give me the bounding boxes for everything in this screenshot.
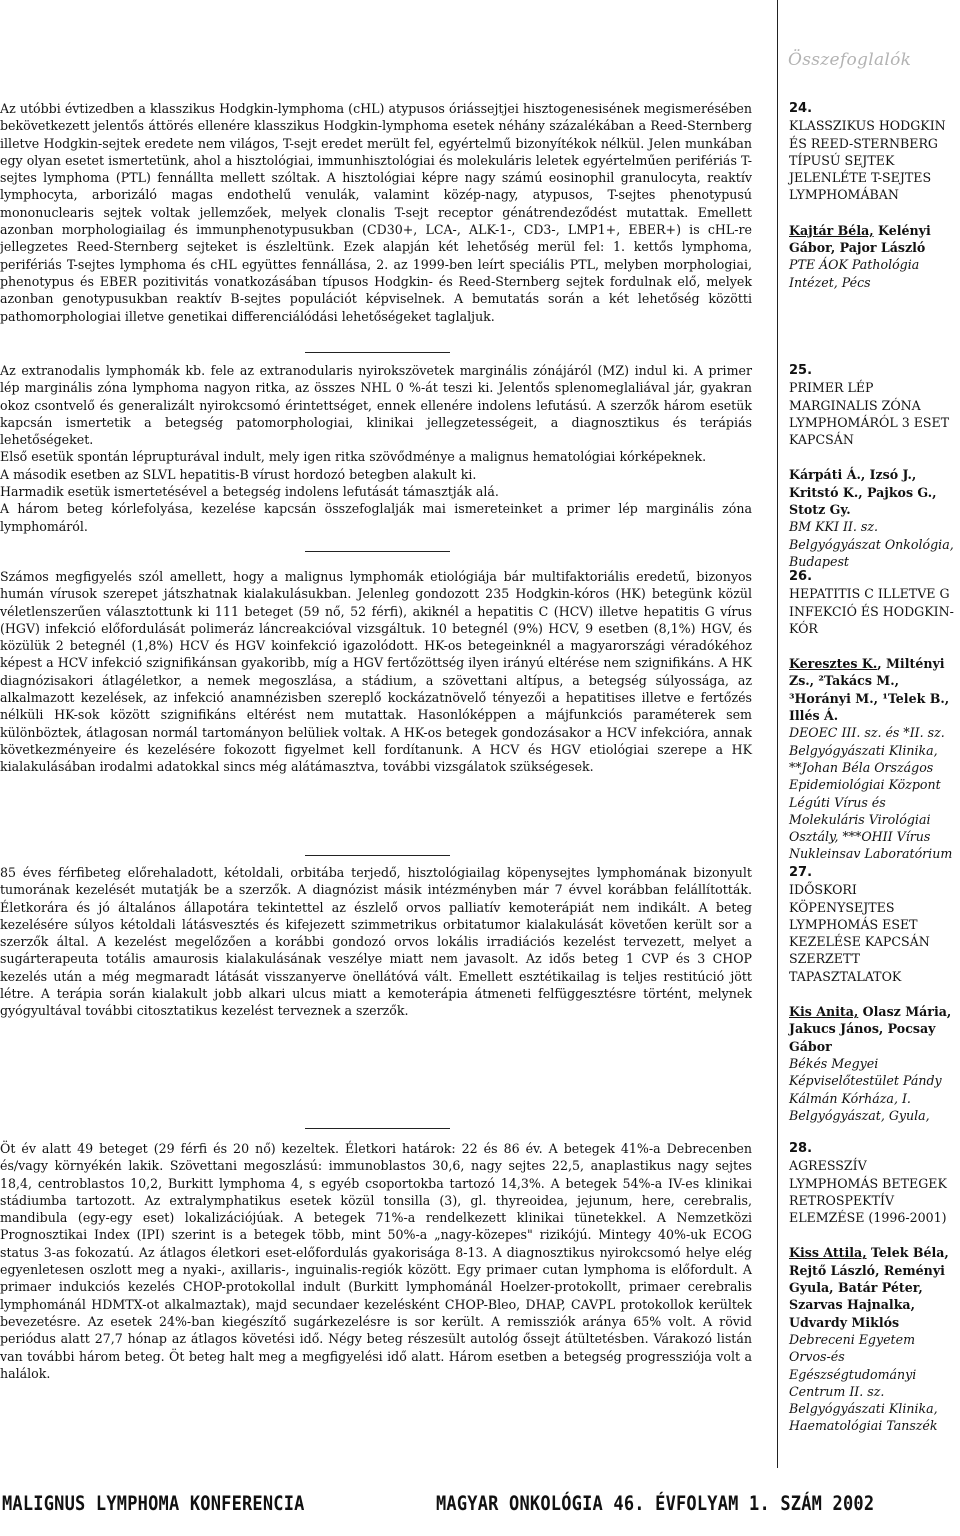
abstract-title: KLASSZIKUS HODGKIN ÉS REED-STERNBERG TÍPUSÚ SEJTEK JELENLÉTE T-SEJTES LYMPHOMÁBAN <box>789 118 946 203</box>
abstract-paragraph: Az utóbbi évtizedben a klasszikus Hodgkin-lymphoma (cHL) atypusos óriássejtjei hisztogenesisének megismerésében bekövetkezett jelentős áttörés ellenére klasszikus Hodgkin-lymphoma esetek néhány százalékában a Reed-Sternberg illetve Hodgkin-sejtek eredete nem világos, T-sejt eredet merült fel, egyértelmű bizonyítékok nélkül. Jelen munkában egy olyan esetet ismertetünk, ahol a hisztológiai, immunhisztológiai és molekuláris leletek egyértelműen perifériás T-sejtes lymphoma (PTL) fennállta mellett szóltak. A hisztológiai képre nagy számú eosinophil granulocyta, reaktív lymphocyta, arborizáló magas endothelű venulák, valamint közép-nagy, atypusos, T-sejtes phenotypusú mononuclearis sejtek voltak jellemzőek, melyek clonalis T-sejt receptor génátrendeződést mutattak. Emellett azonban morphologiailag és immunphenotypusukban (CD30+, LCA-, ALK-1-, CD3-, LMP1+, EBER+) is cHL-re jellegzetes Reed-Sternberg sejteket is észleltünk. Ezek alapján két lehetőség merül fel: 1. kettős lymphoma, perifériás T-sejtes lymphoma és cHL együttes fennállása, 2. az 1999-ben leírt speciális PTL, melyben morphologiai, phenotypus és EBER pozitivitás vonatkozásában típusos Hodgkin- és Reed-Sternberg sejtek fordulnak elő, melyek azonban genotypusukban reaktív B-sejtes populációt képviselnek. A bemutatás során a két lehetőség közötti pathomorphologiai illetve genetikai differenciálódási lehetőségeket taglaljuk. <box>0 101 752 324</box>
abstract-authors <box>789 466 959 518</box>
abstract-affiliation: BM KKI II. sz. Belgyógyászat Onkológia, Budapest <box>789 519 954 569</box>
abstract-title: AGRESSZÍV LYMPHOMÁS BETEGEK RETROSPEKTÍV ELEMZÉSE (1996-2001) <box>789 1158 947 1226</box>
abstract-sidebar <box>789 864 959 1124</box>
presenting-author: Keresztes K. <box>789 656 878 672</box>
abstract-body <box>0 100 752 325</box>
abstract-authors <box>789 1003 959 1055</box>
abstract-paragraph: Az extranodalis lymphomák kb. fele az extranodularis nyirokszövetek marginális zónájáról (MZ) indul ki. A primer lép marginális zóna lymphoma nagyon ritka, az összes NHL 0 %-át teszi ki. Jelentős splenomeglaliával jár, gyakran okoz csontvelő és generalizált nyirokcsomó érintettséget, ennek ellenére indolens lefutású. A szerzők három esetük kapcsán ismertetik a betegség patomorphologiai, klinikai jellegzetességeit, a diagnosztikus és terápiás lehetőségeket. <box>0 363 752 448</box>
abstract-number: 24. <box>789 101 813 116</box>
co-authors: Kelényi Gábor, Pajor László <box>789 222 931 256</box>
abstract-sidebar <box>789 568 959 863</box>
abstract-body <box>0 568 752 776</box>
abstract-sidebar <box>789 1140 959 1435</box>
footer-conference-name: MALIGNUS LYMPHOMA KONFERENCIA <box>2 1492 305 1516</box>
abstract-authors <box>789 655 959 724</box>
section-title: Összefoglalók <box>788 50 912 70</box>
abstract-affiliation: PTE ÁOK Pathológia Intézet, Pécs <box>789 257 920 290</box>
abstract-sidebar <box>789 362 959 570</box>
abstract-body <box>0 362 752 535</box>
abstract-number: 25. <box>789 363 813 378</box>
section-divider <box>305 855 450 856</box>
footer-journal-issue: MAGYAR ONKOLÓGIA 46. ÉVFOLYAM 1. SZÁM 2002 <box>436 1492 875 1516</box>
abstract-title: PRIMER LÉP MARGINALIS ZÓNA LYMPHOMÁRÓL 3 ESET KAPCSÁN <box>789 380 950 448</box>
presenting-author: Kajtár Béla, <box>789 222 874 238</box>
abstract-affiliation: DEOEC III. sz. és *II. sz. Belgyógyászati Klinika, **Johan Béla Országos Epidemiológiai Központ Légúti Vírus és Molekuláris Virológiai Osztály, ***OHII Vírus Nukleinsav Laboratórium <box>789 725 953 862</box>
co-authors: Olasz Mária, Jakucs János, Pocsay Gábor <box>789 1004 952 1054</box>
abstract-paragraph: A három beteg kórlefolyása, kezelése kapcsán összefoglalják mai ismereteinket a primer lép marginális zóna lymphomáról. <box>0 501 752 534</box>
abstract-paragraph: Számos megfigyelés szól amellett, hogy a malignus lymphomák etiológiája bár multifaktoriális eredetű, bizonyos humán vírusok szerepet játszhatnak kialakulásukban. Jelenleg gondozott 235 Hodgkin-kóros (HK) betegünk közül véletlenszerűen választottunk ki 111 beteget (59 nő, 52 férfi), akiknél a hepatitis C (HCV) illetve hepatitis G vírus (HGV) infekció előfordulását polimeráz láncreakcióval vizsgáltuk. 10 betegnél (9%) HCV, 9 esetben (8,1%) HGV, és közülük 2 betegnél (1,8%) HCV és HGV koinfekció igazolódott. HK-os betegeinknél a magyarországi véradókéhoz képest a HCV infekció szignifikánsan gyakoribb, míg a HGV fertőzöttség ilyen irányú eltérése nem szignifikáns. A HK diagnózisakori átlagéletkor, a nemek megoszlása, a stádium, a szövettani altípus, a betegség súlyossága, az alkalmazott kezelések, az infekció anamnézisben szereplő kockázatnövelő tényezői a hepatitises illetve e fertőzés nélküli HK-sok között szignifikáns eltérést nem mutattak. Hasonlóképpen a májfunkciós paraméterek sem különböztek, átlagosan normál tartományon belüliek voltak. A HK-os betegek gondozásakor a HCV infekcióra, annak következményeire és kezelésére fokozott figyelmet kell fordítanunk. A HCV és HGV etiológiai szerepe a HK kialakulásában irodalmi adatokkal sincs még alátámasztva, további vizsgálatok szükségesek. <box>0 569 752 775</box>
abstract-title: HEPATITIS C ILLETVE G INFEKCIÓ ÉS HODGKIN-KÓR <box>789 586 954 636</box>
abstract-sidebar <box>789 100 959 291</box>
abstract-paragraph: Harmadik esetük ismertetésével a betegség indolens lefutását támasztják alá. <box>0 484 499 500</box>
abstract-body <box>0 864 752 1020</box>
abstract-paragraph: Első esetük spontán léprupturával indult, mely igen ritka szövődménye a malignus hematológiai kórképeknek. <box>0 449 707 465</box>
abstract-affiliation: Debreceni Egyetem Orvos-és Egészségtudományi Centrum II. sz. Belgyógyászati Klinika, Haematológiai Tanszék <box>789 1331 938 1434</box>
abstract-paragraph: 85 éves férfibeteg előrehaladott, kétoldali, orbitába terjedő, hisztológiailag köpenysejtes lymphomának bizonyult tumorának kezelését mutatják be a szerzők. A diagnózist másik intézményben már 7 évvel korábban felállították. Életkorára és jó általános állapotára tekintettel az észlelő orvos palliatív kemoterápiát nem indikált. A beteg kezelésére súlyos kétoldali látásvesztés és kifejezett szimmetrikus orbitatumor kialakulását követően került sor a szerzők által. A kezelést megelőzően a korábbi gondozó orvos lokális irradiációs kezelést tervezett, melyet a sugárterapeuta totális amaurosis kialakulásának veszélye miatt nem javasolt. Az idős beteg 1 CVP és 3 CHOP kezelés után a még megmaradt látását visszanyerve önellátóvá vált. Emellett esztétikailag is teljes restitúció jött létre. A terápia során kialakult jobb alkari ulcus miatt a kemoterápia átmeneti felfüggesztésre történt, melynek gyógyultával további citosztatikus kezelést terveznek a szerzők. <box>0 865 752 1019</box>
abstract-number: 28. <box>789 1141 813 1156</box>
presenting-author: Kiss Attila, <box>789 1245 867 1261</box>
section-divider <box>305 352 450 353</box>
column-divider-rule <box>777 0 778 1468</box>
abstract-title: IDŐSKORI KÖPENYSEJTES LYMPHOMÁS ESET KEZELÉSE KAPCSÁN SZERZETT TAPASZTALATOK <box>789 882 930 984</box>
co-authors: , Miltényi Zs., ²Takács M., ³Horányi M., ¹Telek B., Illés Á. <box>789 656 950 724</box>
abstract-number: 27. <box>789 865 813 880</box>
abstract-authors <box>789 1244 959 1330</box>
co-authors: Kárpáti Á., Izsó J., Kritstó K., Pajkos G., Stotz Gy. <box>789 467 937 518</box>
abstract-affiliation: Békés Megyei Képviselőtestület Pándy Kálmán Kórháza, I. Belgyógyászat, Gyula, <box>789 1055 942 1123</box>
presenting-author: Kis Anita, <box>789 1004 859 1020</box>
abstract-paragraph: A második esetben az SLVL hepatitis-B vírust hordozó betegben alakult ki. <box>0 466 477 482</box>
abstract-authors <box>789 222 959 257</box>
abstract-number: 26. <box>789 569 813 584</box>
section-divider <box>305 551 450 552</box>
section-divider <box>305 1128 450 1129</box>
abstract-paragraph: Öt év alatt 49 beteget (29 férfi és 20 nő) kezeltek. Életkori határok: 22 és 86 év. A betegek 41%-a Debrecenben és/vagy környékén lakik. Szövettani megoszlású: immunoblastos 30,6, nagy sejtes 22,5, anaplastikus nagy sejtes 18,4, centroblastos 10,2, Burkitt lymphoma 4, s egyéb csoportokba tartozó 14,3%. A betegek 54%-a IV-es klinikai stádiumba tartozott. Az extralymphatikus esetek közül tonsilla (3), gl. thyreoidea, jejunum, here, cerebralis, mandibula (egy-egy eset) lokalizációjúak. A betegek 71%-a rendelkezett klinikai tünetekkel. A Nemzetközi Prognosztikai Index (IPI) szerint is a betegek több, mint 50%-a „nagy-közepes" rizikójú. Mintegy 40%-uk ECOG status 3-as fokozatú. Az átlagos életkori eset-előfordulás gyakorisága 8-13. A diagnosztikus nyirokcsomó helye elég egyenletesen oszlott meg a nyaki-, axillaris-, inguinalis-regiók között. Egy primaer cutan lymphoma is előfordult. A primaer indukciós kezelés CHOP-protokollal indult (Burkitt lymphománál Hoelzer-protokollt, primaer cerebralis lymphománál HDMTX-ot alkalmaztak), majd secundaer kezelésként CHOP-Bleo, DHAP, CAVPL protokollok kerültek bevezetésre. Az esetek 24%-ban kiegészítő sugárkezelésre is sor került. A remissziók aránya 65% volt. A rövid periódus alatt 27,7 hónap az átlagos követési idő. Négy beteg részesült autológ őssejt átültetésben. Várakozó listán van további három beteg. Öt beteg halt meg a megfigyelési idő alatt. Három esetben a betegség progressziója volt a halálok. <box>0 1141 752 1381</box>
co-authors: Telek Béla, Rejtő László, Reményi Gyula, Batár Péter, Szarvas Hajnalka, Udvardy Miklós <box>789 1245 949 1330</box>
abstract-body <box>0 1140 752 1382</box>
